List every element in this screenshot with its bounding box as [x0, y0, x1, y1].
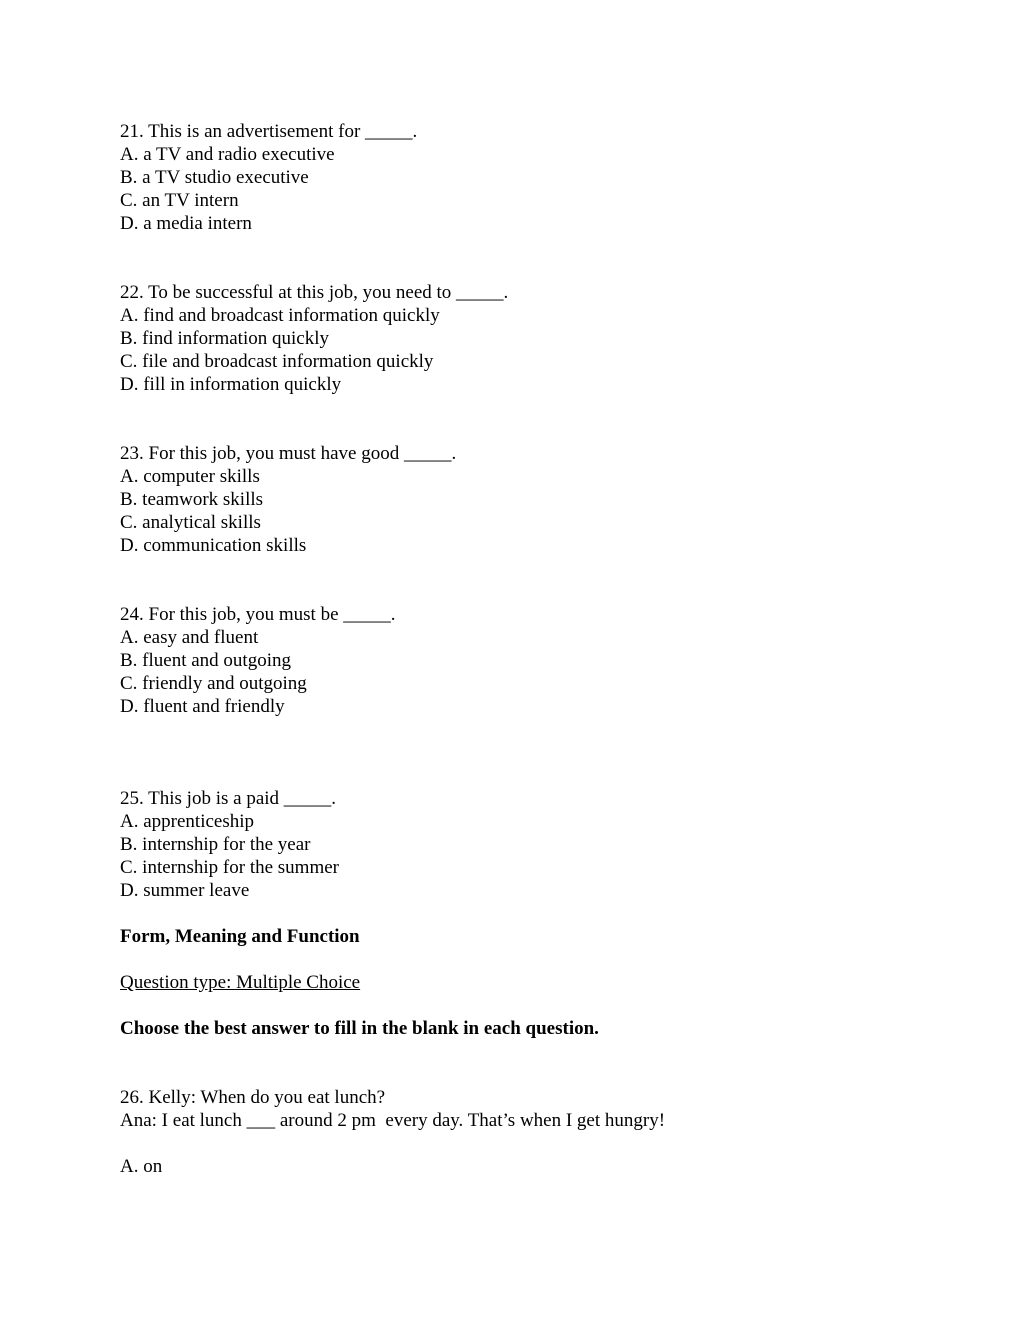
instruction-text: Choose the best answer to fill in the blank in each question.	[120, 1018, 599, 1039]
question-25-option-d: D. summer leave	[120, 880, 250, 901]
question-22-option-d: D. fill in information quickly	[120, 374, 342, 395]
question-26-options	[120, 1155, 940, 1178]
question-21-stem: 21. This is an advertisement for _____.	[120, 121, 418, 142]
question-21	[120, 120, 940, 235]
question-22-option-a: A. find and broadcast information quickly	[120, 305, 440, 326]
question-22-stem: 22. To be successful at this job, you need to _____.	[120, 282, 509, 303]
question-25-stem: 25. This job is a paid _____.	[120, 788, 337, 809]
question-21-option-a: A. a TV and radio executive	[120, 144, 335, 165]
question-24-option-c: C. friendly and outgoing	[120, 673, 307, 694]
question-type-text: Question type: Multiple Choice	[120, 972, 361, 993]
question-26-option-a: A. on	[120, 1156, 163, 1177]
question-22-option-c: C. file and broadcast information quickly	[120, 351, 434, 372]
question-23	[120, 442, 940, 557]
question-23-option-a: A. computer skills	[120, 466, 260, 487]
question-21-option-d: D. a media intern	[120, 213, 252, 234]
section-heading	[120, 925, 940, 948]
question-22-option-b: B. find information quickly	[120, 328, 329, 349]
question-25-option-c: C. internship for the summer	[120, 857, 339, 878]
question-23-option-b: B. teamwork skills	[120, 489, 264, 510]
question-24-stem: 24. For this job, you must be _____.	[120, 604, 396, 625]
question-26-line-1: 26. Kelly: When do you eat lunch?	[120, 1087, 386, 1108]
question-26	[120, 1086, 940, 1132]
question-23-stem: 23. For this job, you must have good _____.	[120, 443, 457, 464]
question-26-line-2: Ana: I eat lunch ___ around 2 pm every day. That’s when I get hungry!	[120, 1110, 666, 1131]
section-heading-text: Form, Meaning and Function	[120, 926, 360, 947]
question-24-option-d: D. fluent and friendly	[120, 696, 285, 717]
question-21-option-c: C. an TV intern	[120, 190, 239, 211]
question-25-option-b: B. internship for the year	[120, 834, 311, 855]
question-25-option-a: A. apprenticeship	[120, 811, 255, 832]
question-25	[120, 787, 940, 902]
question-24	[120, 603, 940, 718]
question-23-option-c: C. analytical skills	[120, 512, 261, 533]
question-24-option-b: B. fluent and outgoing	[120, 650, 291, 671]
instruction	[120, 1017, 940, 1040]
question-21-option-b: B. a TV studio executive	[120, 167, 309, 188]
question-23-option-d: D. communication skills	[120, 535, 307, 556]
question-22	[120, 281, 940, 396]
question-24-option-a: A. easy and fluent	[120, 627, 259, 648]
question-type	[120, 971, 940, 994]
